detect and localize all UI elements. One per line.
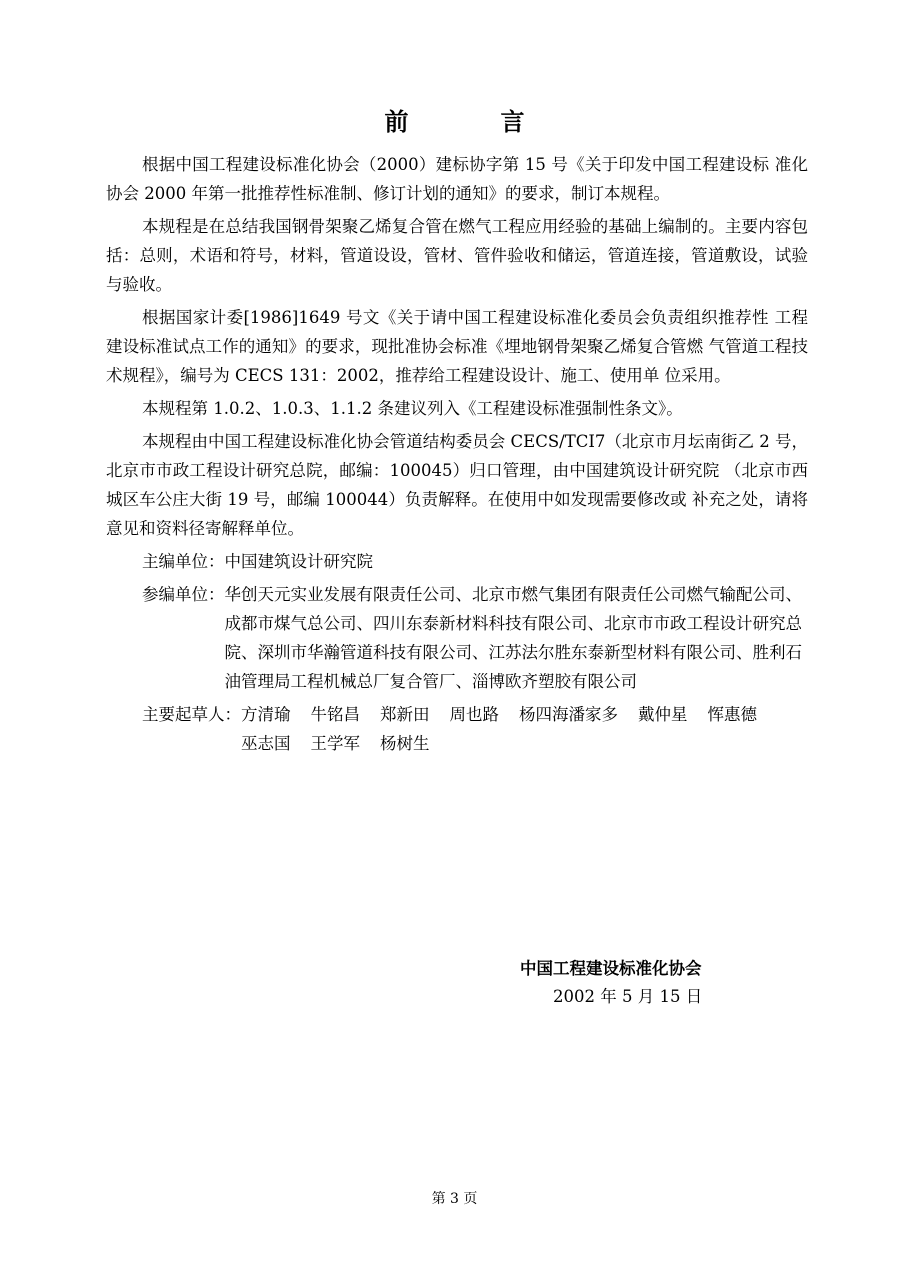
drafter-name: 牛铭昌 bbox=[310, 705, 360, 724]
drafters-list bbox=[241, 700, 808, 758]
chief-unit-row bbox=[106, 547, 808, 576]
chief-unit-label: 主编单位： bbox=[142, 552, 225, 571]
drafter-name: 郑新田 bbox=[380, 705, 430, 724]
drafter-name: 巫志国 bbox=[241, 734, 291, 753]
drafters-label: 主要起草人： bbox=[142, 705, 241, 724]
preface-paragraph-5: 本规程由中国工程建设标准化协会管道结构委员会 CECS/TCI7（北京市月坛南街乙 2 号，北京市市政工程设计研究总院，邮编：100045）归口管理，由中国建筑设计研究院 （北京市西城区车公庄大街 19 号，邮编 100044）负责解释。在使用中如发现需要修改或 补充之处，请将意见和资料径寄解释单位。 bbox=[106, 432, 808, 538]
chief-unit-value: 中国建筑设计研究院 bbox=[224, 552, 373, 571]
drafter-name: 王学军 bbox=[310, 734, 360, 753]
preface-paragraph-3: 根据国家计委[1986]1649 号文《关于请中国工程建设标准化委员会负责组织推荐性 工程建设标准试点工作的通知》的要求，现批准协会标准《埋地钢骨架聚乙烯复合管燃 气管道工程技术规程》，编号为 CECS 131：2002，推荐给工程建设设计、施工、使用单 位采用。 bbox=[106, 308, 808, 385]
drafter-name: 方清瑜 bbox=[241, 705, 291, 724]
page-number: 第 3 页 bbox=[431, 1191, 478, 1207]
page-title: 前 言 bbox=[384, 107, 559, 136]
drafter-name: 戴仲星 bbox=[638, 705, 688, 724]
participating-units-row bbox=[106, 580, 808, 696]
drafter-name: 恽惠德 bbox=[707, 705, 757, 724]
drafter-name: 杨四海潘家多 bbox=[519, 705, 618, 724]
drafter-name: 杨树生 bbox=[380, 734, 430, 753]
preface-body bbox=[106, 150, 808, 758]
preface-paragraph-4: 本规程第 1.0.2、1.0.3、1.1.2 条建议列入《工程建设标准强制性条文》。 bbox=[142, 399, 683, 418]
drafters-row bbox=[106, 700, 808, 758]
preface-paragraph-1: 根据中国工程建设标准化协会（2000）建标协字第 15 号《关于印发中国工程建设标 准化协会 2000 年第一批推荐性标准制、修订计划的通知》的要求，制订本规程。 bbox=[106, 155, 808, 203]
participating-units-value: 华创天元实业发展有限责任公司、北京市燃气集团有限责任公司燃气输配公司、成都市煤气总公司、四川东泰新材料科技有限公司、北京市市政工程设计研究总院、深圳市华瀚管道科技有限公司、江苏法尔胜东泰新型材料有限公司、胜利石油管理局工程机械总厂复合管厂、淄博欧齐塑胶有限公司 bbox=[224, 585, 802, 691]
participating-units-label: 参编单位： bbox=[142, 585, 225, 604]
signature-block bbox=[520, 955, 760, 1011]
preface-paragraph-2: 本规程是在总结我国钢骨架聚乙烯复合管在燃气工程应用经验的基础上编制的。主要内容包括：总则，术语和符号，材料，管道设设，管材、管件验收和储运，管道连接，管道敷设，试验与验收。 bbox=[106, 217, 808, 294]
signing-organization: 中国工程建设标准化协会 bbox=[520, 959, 702, 978]
drafter-name: 周也路 bbox=[449, 705, 499, 724]
signing-date: 2002 年 5 月 15 日 bbox=[553, 987, 703, 1006]
